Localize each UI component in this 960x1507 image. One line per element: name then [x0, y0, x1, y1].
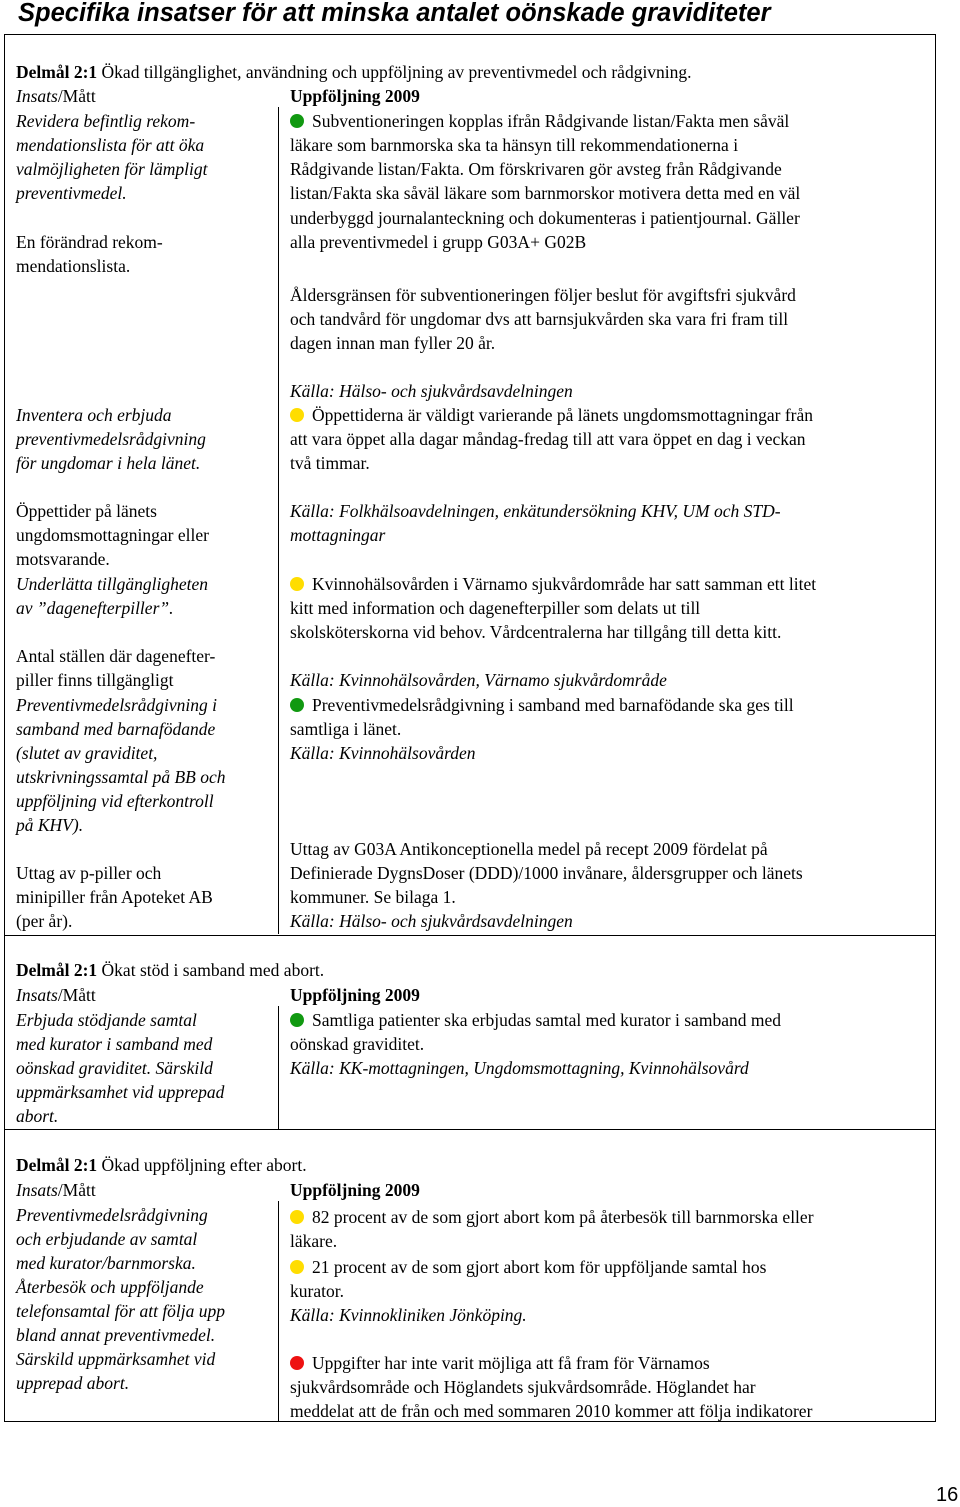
page-title: Specifika insatser för att minska antalet oönskade graviditeter	[18, 0, 771, 27]
followup-text: 82 procent av de som gjort abort kom på återbesök till barnmorska eller	[290, 1205, 814, 1229]
matt-text: ungdomsmottagningar eller	[16, 525, 209, 545]
followup-text: att vara öppet alla dagar måndag-fredag till att vara öppet en dag i veckan	[290, 429, 806, 449]
source-text: Källa: Hälso- och sjukvårdsavdelningen	[290, 381, 573, 401]
goal-heading: Delmål 2:1 Ökat stöd i samband med abort.	[16, 960, 325, 980]
insats-text: uppmärksamhet vid upprepad	[16, 1082, 225, 1102]
source-text: Källa: Kvinnohälsovården, Värnamo sjukvårdområde	[290, 670, 667, 690]
status-green-icon	[290, 698, 304, 712]
insats-text: och erbjudande av samtal	[16, 1229, 198, 1249]
followup-text: Kvinnohälsovården i Värnamo sjukvårdområde har satt samman ett litet	[290, 572, 816, 596]
followup-text: Definierade DygnsDoser (DDD)/1000 invånare, åldersgrupper och länets	[290, 863, 803, 883]
matt-text: mendationslista.	[16, 256, 131, 276]
status-red-icon	[290, 1356, 304, 1370]
source-text: Källa: Kvinnohälsovården	[290, 743, 476, 763]
matt-text: piller finns tillgängligt	[16, 670, 174, 690]
insats-text: Återbesök och uppföljande	[16, 1277, 204, 1297]
source-text: Källa: Kvinnokliniken Jönköping.	[290, 1305, 527, 1325]
insats-text: med kurator i samband med	[16, 1034, 213, 1054]
insats-text: Revidera befintlig rekom-	[16, 111, 196, 131]
column-header-uppfoljning: Uppföljning 2009	[290, 985, 420, 1005]
column-header-insats: Insats/Mått	[16, 985, 96, 1005]
insats-text: Preventivmedelsrådgivning i	[16, 695, 218, 715]
insats-text: (slutet av graviditet,	[16, 743, 158, 763]
insats-text: bland annat preventivmedel.	[16, 1325, 216, 1345]
followup-text: kommuner. Se bilaga 1.	[290, 887, 456, 907]
followup-text: Uttag av G03A Antikonceptionella medel på recept 2009 fördelat på	[290, 839, 768, 859]
source-text: mottagningar	[290, 525, 386, 545]
matt-text: minipiller från Apoteket AB	[16, 887, 213, 907]
insats-text: preventivmedelsrådgivning	[16, 429, 206, 449]
followup-text: sjukvårdsområde och Höglandets sjukvårdsområde. Höglandet har	[290, 1377, 756, 1397]
matt-text: Antal ställen där dagenefter-	[16, 646, 216, 666]
matt-text: Öppettider på länets	[16, 501, 157, 521]
followup-text: underbyggd journalanteckning och dokumenteras i patientjournal. Gäller	[290, 208, 800, 228]
insats-text: mendationslista för att öka	[16, 135, 205, 155]
followup-text: kurator.	[290, 1281, 344, 1301]
insats-text: upprepad abort.	[16, 1373, 130, 1393]
insats-text: utskrivningssamtal på BB och	[16, 767, 226, 787]
column-divider	[278, 1201, 279, 1421]
followup-text: läkare.	[290, 1231, 338, 1251]
insats-text: abort.	[16, 1106, 59, 1126]
column-header-insats: Insats/Mått	[16, 86, 96, 106]
insats-text: oönskad graviditet. Särskild	[16, 1058, 213, 1078]
insats-text: Underlätta tillgängligheten	[16, 574, 208, 594]
column-header-uppfoljning: Uppföljning 2009	[290, 86, 420, 106]
matt-text: En förändrad rekom-	[16, 232, 163, 252]
followup-text: meddelat att de från och med sommaren 2010 kommer att följa indikatorer	[290, 1401, 813, 1421]
followup-text: Åldersgränsen för subventioneringen följer beslut för avgiftsfri sjukvård	[290, 285, 796, 305]
insats-text: av ”dagenefterpiller”.	[16, 598, 174, 618]
followup-text: samtliga i länet.	[290, 719, 402, 739]
followup-text: oönskad graviditet.	[290, 1034, 425, 1054]
followup-text: alla preventivmedel i grupp G03A+ G02B	[290, 232, 587, 252]
status-green-icon	[290, 1013, 304, 1027]
status-yellow-icon	[290, 1210, 304, 1224]
status-yellow-icon	[290, 577, 304, 591]
followup-text: Subventioneringen kopplas ifrån Rådgivande listan/Fakta men såväl	[290, 109, 789, 133]
followup-text: skolsköterskorna vid behov. Vårdcentralerna har tillgång till detta kitt.	[290, 622, 782, 642]
goal-heading: Delmål 2:1 Ökad uppföljning efter abort.	[16, 1155, 307, 1175]
insats-text: samband med barnafödande	[16, 719, 216, 739]
followup-text: och tandvård för ungdomar dvs att barnsjukvården ska vara fri fram till	[290, 309, 789, 329]
status-green-icon	[290, 114, 304, 128]
followup-text: Preventivmedelsrådgivning i samband med barnafödande ska ges till	[290, 693, 794, 717]
matt-text: (per år).	[16, 911, 73, 931]
followup-text: kitt med information och dagenefterpiller som delats ut till	[290, 598, 701, 618]
status-yellow-icon	[290, 1260, 304, 1274]
page-number: 16	[936, 1484, 959, 1506]
followup-text: Öppettiderna är väldigt varierande på länets ungdomsmottagningar från	[290, 403, 813, 427]
followup-text: två timmar.	[290, 453, 370, 473]
status-yellow-icon	[290, 408, 304, 422]
insats-text: uppföljning vid efterkontroll	[16, 791, 214, 811]
followup-text: Uppgifter har inte varit möjliga att få fram för Värnamos	[290, 1351, 710, 1375]
followup-text: läkare som barnmorska ska ta hänsyn till rekommendationerna i	[290, 135, 739, 155]
followup-text: dagen innan man fyller 20 år.	[290, 333, 496, 353]
insats-text: valmöjligheten för lämpligt	[16, 159, 208, 179]
source-text: Källa: Hälso- och sjukvårdsavdelningen	[290, 911, 573, 931]
matt-text: Uttag av p-piller och	[16, 863, 162, 883]
insats-text: på KHV).	[16, 815, 84, 835]
insats-text: Preventivmedelsrådgivning	[16, 1205, 208, 1225]
insats-text: telefonsamtal för att följa upp	[16, 1301, 226, 1321]
insats-text: för ungdomar i hela länet.	[16, 453, 201, 473]
followup-text: Rådgivande listan/Fakta. Om förskrivaren gör avsteg från Rådgivande	[290, 159, 782, 179]
insats-text: Särskild uppmärksamhet vid	[16, 1349, 216, 1369]
column-divider	[278, 1006, 279, 1129]
matt-text: motsvarande.	[16, 549, 110, 569]
insats-text: med kurator/barnmorska.	[16, 1253, 196, 1273]
column-header-uppfoljning: Uppföljning 2009	[290, 1180, 420, 1200]
source-text: Källa: KK-mottagningen, Ungdomsmottagning, Kvinnohälsovård	[290, 1058, 749, 1078]
goal-heading: Delmål 2:1 Ökad tillgänglighet, användning och uppföljning av preventivmedel och rådgivning.	[16, 62, 692, 82]
column-header-insats: Insats/Mått	[16, 1180, 96, 1200]
source-text: Källa: Folkhälsoavdelningen, enkätundersökning KHV, UM och STD-	[290, 501, 781, 521]
column-divider	[278, 107, 279, 934]
followup-text: 21 procent av de som gjort abort kom för uppföljande samtal hos	[290, 1255, 766, 1279]
insats-text: Erbjuda stödjande samtal	[16, 1010, 197, 1030]
insats-text: preventivmedel.	[16, 183, 127, 203]
insats-text: Inventera och erbjuda	[16, 405, 172, 425]
followup-text: Samtliga patienter ska erbjudas samtal med kurator i samband med	[290, 1008, 781, 1032]
followup-text: listan/Fakta ska såväl läkare som barnmorskor motivera detta med en väl	[290, 183, 801, 203]
